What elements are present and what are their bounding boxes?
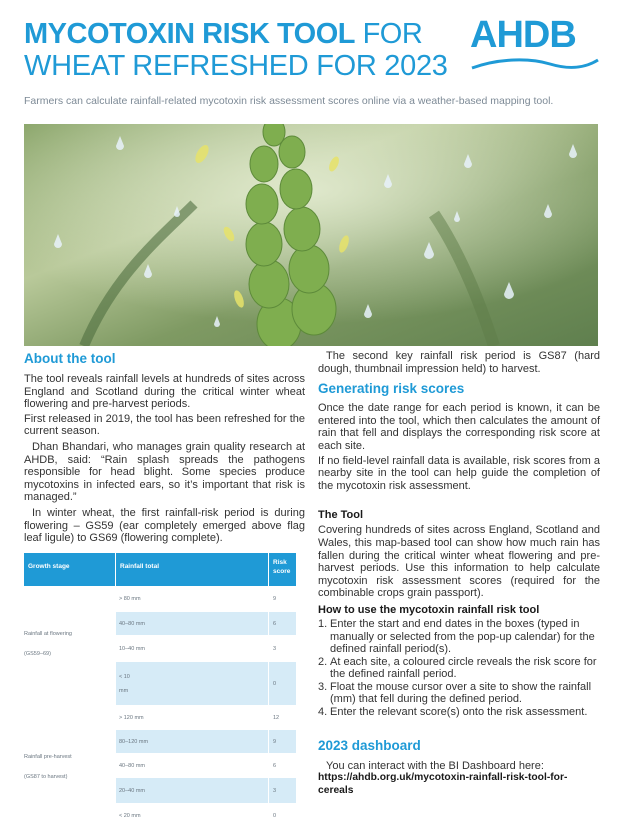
rainfall-cell: < 20 mm [116,804,269,825]
rainfall-cell-line1: < 10 [119,673,130,680]
how-to-heading: How to use the mycotoxin rainfall risk tool [318,603,540,616]
generating-heading: Generating risk scores [318,381,465,397]
list-item: 3. Float the mouse cursor over a site to show the rainfall (mm) that fell during the defined period. [318,680,592,706]
table-row [116,586,297,612]
dashboard-link[interactable]: https://ahdb.org.uk/mycotoxin-rainfall-risk-tool-for-cereals [318,772,568,796]
rainfall-cell: > 120 mm [116,706,269,730]
header-growth-stage: Growth stage [24,553,116,586]
standfirst: Farmers can calculate rainfall-related mycotoxin risk assessment scores online via a weather-based mapping tool. [24,95,554,107]
wave-icon [470,56,600,76]
table-row [116,804,297,825]
ahdb-logo [470,14,600,76]
hero-image [24,124,598,346]
generating-paragraph-1: Once the date range for each period is known, it can be entered into the tool, which then calculates the amount of rain that fell and displays the corresponding risk score at each site. [318,402,600,452]
rainfall-cell: > 80 mm [116,586,269,612]
score-cell: 6 [269,754,297,778]
title-bold: MYCOTOXIN RISK TOOL [24,18,356,50]
list-item: 2. At each site, a coloured circle reveals the risk score for the defined rainfall period. [318,655,597,681]
tool-heading: The Tool [318,509,364,522]
score-cell: 0 [269,804,297,825]
stage-sub-label: (GS87 to harvest) [24,774,68,780]
table-row [116,754,297,778]
left-column [24,350,305,545]
stage-cell [24,706,116,825]
score-cell: 0 [269,662,297,706]
how-to-steps [318,618,600,719]
stage-cell [24,586,116,706]
score-cell: 9 [269,730,297,754]
about-paragraph-1: The tool reveals rainfall levels at hundreds of sites across England and Scotland during the critical winter wheat flowering and pre-harvest periods. [24,373,305,411]
stage-sub-label: (GS59–69) [24,651,51,657]
table-group-flowering [24,586,297,706]
wheat-ear-rain-photo-icon [24,124,598,346]
stage-label: Rainfall at flowering [24,631,72,637]
header-rainfall-total: Rainfall total [116,553,269,586]
score-cell: 12 [269,706,297,730]
rainfall-cell: 40–80 mm [116,754,269,778]
logo-text: AHDB [470,14,576,56]
rainfall-cell: 10–40 mm [116,636,269,662]
rainfall-cell [116,662,269,706]
page-title [24,18,464,82]
list-item: 4. Enter the relevant score(s) onto the risk assessment. [318,706,588,719]
rainfall-cell: 20–40 mm [116,778,269,804]
table-row [116,636,297,662]
score-cell: 9 [269,586,297,612]
risk-score-table [24,553,297,825]
risk-period-paragraph: The second key rainfall risk period is GS87 (hard dough, thumbnail impression held) to harvest. [318,350,600,375]
table-row [116,730,297,754]
about-paragraph-3: Dhan Bhandari, who manages grain quality research at AHDB, said: “Rain splash spreads the pathogens responsible for head blight. Some species produce mycotoxins in infected ears, so it’s important that risk is managed.” [24,440,305,504]
rainfall-cell-line2: mm [119,687,129,694]
stage-label: Rainfall pre-harvest [24,754,72,760]
tool-paragraph: Covering hundreds of sites across England, Scotland and Wales, this map-based tool can show how much rain has fallen during the critical winter wheat flowering and pre-harvest periods. Use this information to help calculate mycotoxin risk assessment scores (required for the combinable crops grain passport). [318,524,600,600]
table-row [116,778,297,804]
title-line2: WHEAT REFRESHED FOR 2023 [24,50,448,82]
table-group-pre-harvest [24,706,297,825]
title-light: FOR [355,18,423,50]
header-risk-score: Risk score [269,553,297,586]
score-cell: 3 [269,778,297,804]
about-heading: About the tool [24,351,116,366]
table-row [116,662,297,706]
table-row [116,612,297,636]
table-header [24,553,297,586]
about-paragraph-4: In winter wheat, the first rainfall-risk period is during flowering – GS59 (ear completely emerged above flag leaf ligule) to GS69 (flowering complete). [24,506,305,545]
right-column [318,350,600,797]
about-paragraph-2: First released in 2019, the tool has been refreshed for the current season. [24,412,305,438]
table-row [116,706,297,730]
dashboard-heading: 2023 dashboard [318,737,421,753]
rainfall-cell: 40–80 mm [116,612,269,636]
list-item: 1. Enter the start and end dates in the boxes (typed in manually or selected from the pop-up calendar) for the defined rainfall period(s). [318,617,595,656]
score-cell: 3 [269,636,297,662]
generating-paragraph-2: If no field-level rainfall data is available, risk scores from a nearby site in the tool can help guide the completion of the mycotoxin risk assessment. [318,454,600,492]
score-cell: 6 [269,612,297,636]
rainfall-cell: 80–120 mm [116,730,269,754]
dashboard-paragraph: You can interact with the BI Dashboard here: [326,759,544,772]
